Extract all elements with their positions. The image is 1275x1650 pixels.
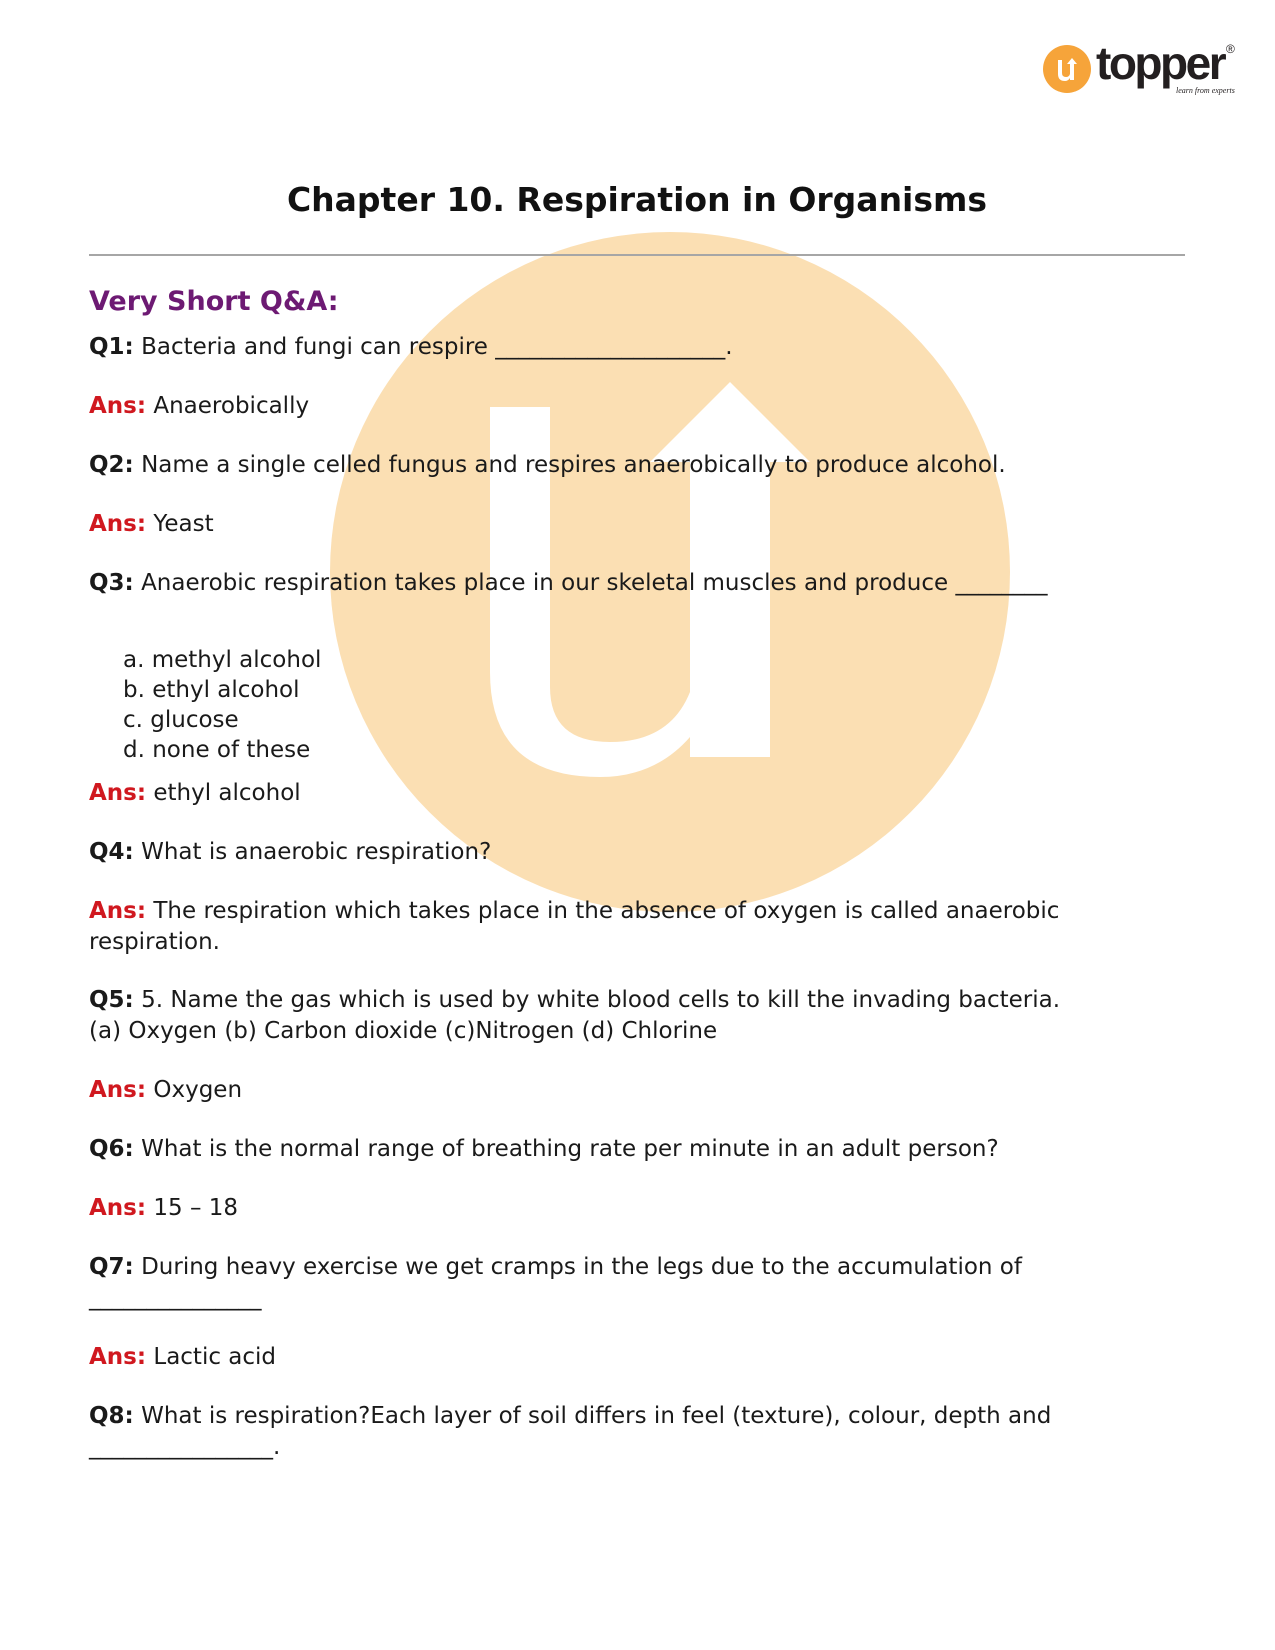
question-2 — [89, 450, 1006, 481]
answer-text: ethyl alcohol — [146, 780, 301, 806]
question-text: Name a single celled fungus and respires anaerobically to produce alcohol. — [133, 452, 1006, 478]
logo-wordmark: topper — [1096, 37, 1225, 89]
question-text: 5. Name the gas which is used by white blood cells to kill the invading bacteria. (a) Oxygen (b) Carbon dioxide (c)Nitrogen (d) Chlorine — [89, 987, 1061, 1044]
question-label: Q2: — [89, 452, 134, 478]
option-b: b. ethyl alcohol — [123, 677, 300, 703]
option-d: d. none of these — [123, 737, 311, 763]
question-label: Q5: — [89, 987, 134, 1013]
question-label: Q7: — [89, 1254, 134, 1280]
title-divider — [89, 254, 1185, 256]
answer-text: 15 – 18 — [146, 1195, 239, 1221]
question-text: What is anaerobic respiration? — [133, 839, 492, 865]
question-8 — [89, 1401, 1089, 1463]
answer-6 — [89, 1193, 238, 1224]
question-label: Q1: — [89, 334, 134, 360]
question-text: Bacteria and fungi can respire ____________________. — [133, 334, 733, 360]
answer-5 — [89, 1075, 242, 1106]
question-label: Q8: — [89, 1403, 134, 1429]
answer-label: Ans: — [89, 780, 147, 806]
question-1 — [89, 332, 733, 363]
question-label: Q4: — [89, 839, 134, 865]
question-3 — [89, 568, 1047, 599]
answer-label: Ans: — [89, 1195, 147, 1221]
topper-logo — [1043, 37, 1243, 110]
answer-text: The respiration which takes place in the absence of oxygen is called anaerobic respiration. — [89, 898, 1060, 955]
option-c: c. glucose — [123, 707, 239, 733]
answer-7 — [89, 1342, 276, 1373]
option-a: a. methyl alcohol — [123, 647, 322, 673]
answer-3 — [89, 778, 301, 809]
answer-label: Ans: — [89, 1077, 147, 1103]
question-label: Q3: — [89, 570, 134, 596]
section-heading: Very Short Q&A: — [89, 286, 339, 317]
answer-1 — [89, 391, 309, 422]
answer-label: Ans: — [89, 511, 147, 537]
answer-label: Ans: — [89, 898, 147, 924]
question-text: During heavy exercise we get cramps in the legs due to the accumulation of _______________ — [89, 1254, 1022, 1311]
answer-options — [123, 645, 321, 765]
question-7 — [89, 1252, 1049, 1314]
answer-text: Lactic acid — [146, 1344, 277, 1370]
u-arrow-icon — [1043, 45, 1091, 93]
answer-label: Ans: — [89, 1344, 147, 1370]
registered-mark: ® — [1226, 42, 1235, 56]
question-text: What is the normal range of breathing rate per minute in an adult person? — [133, 1136, 999, 1162]
answer-text: Yeast — [146, 511, 214, 537]
question-text: What is respiration?Each layer of soil differs in feel (texture), colour, depth and ________________. — [89, 1403, 1052, 1460]
answer-text: Oxygen — [146, 1077, 243, 1103]
question-6 — [89, 1134, 999, 1165]
logo-tagline: learn from experts — [1176, 86, 1235, 95]
answer-4 — [89, 896, 1089, 958]
page-title: Chapter 10. Respiration in Organisms — [286, 180, 988, 219]
question-4 — [89, 837, 491, 868]
question-5 — [89, 985, 1089, 1047]
question-text: Anaerobic respiration takes place in our skeletal muscles and produce ________ — [133, 570, 1048, 596]
answer-text: Anaerobically — [146, 393, 310, 419]
answer-2 — [89, 509, 214, 540]
answer-label: Ans: — [89, 393, 147, 419]
question-label: Q6: — [89, 1136, 134, 1162]
